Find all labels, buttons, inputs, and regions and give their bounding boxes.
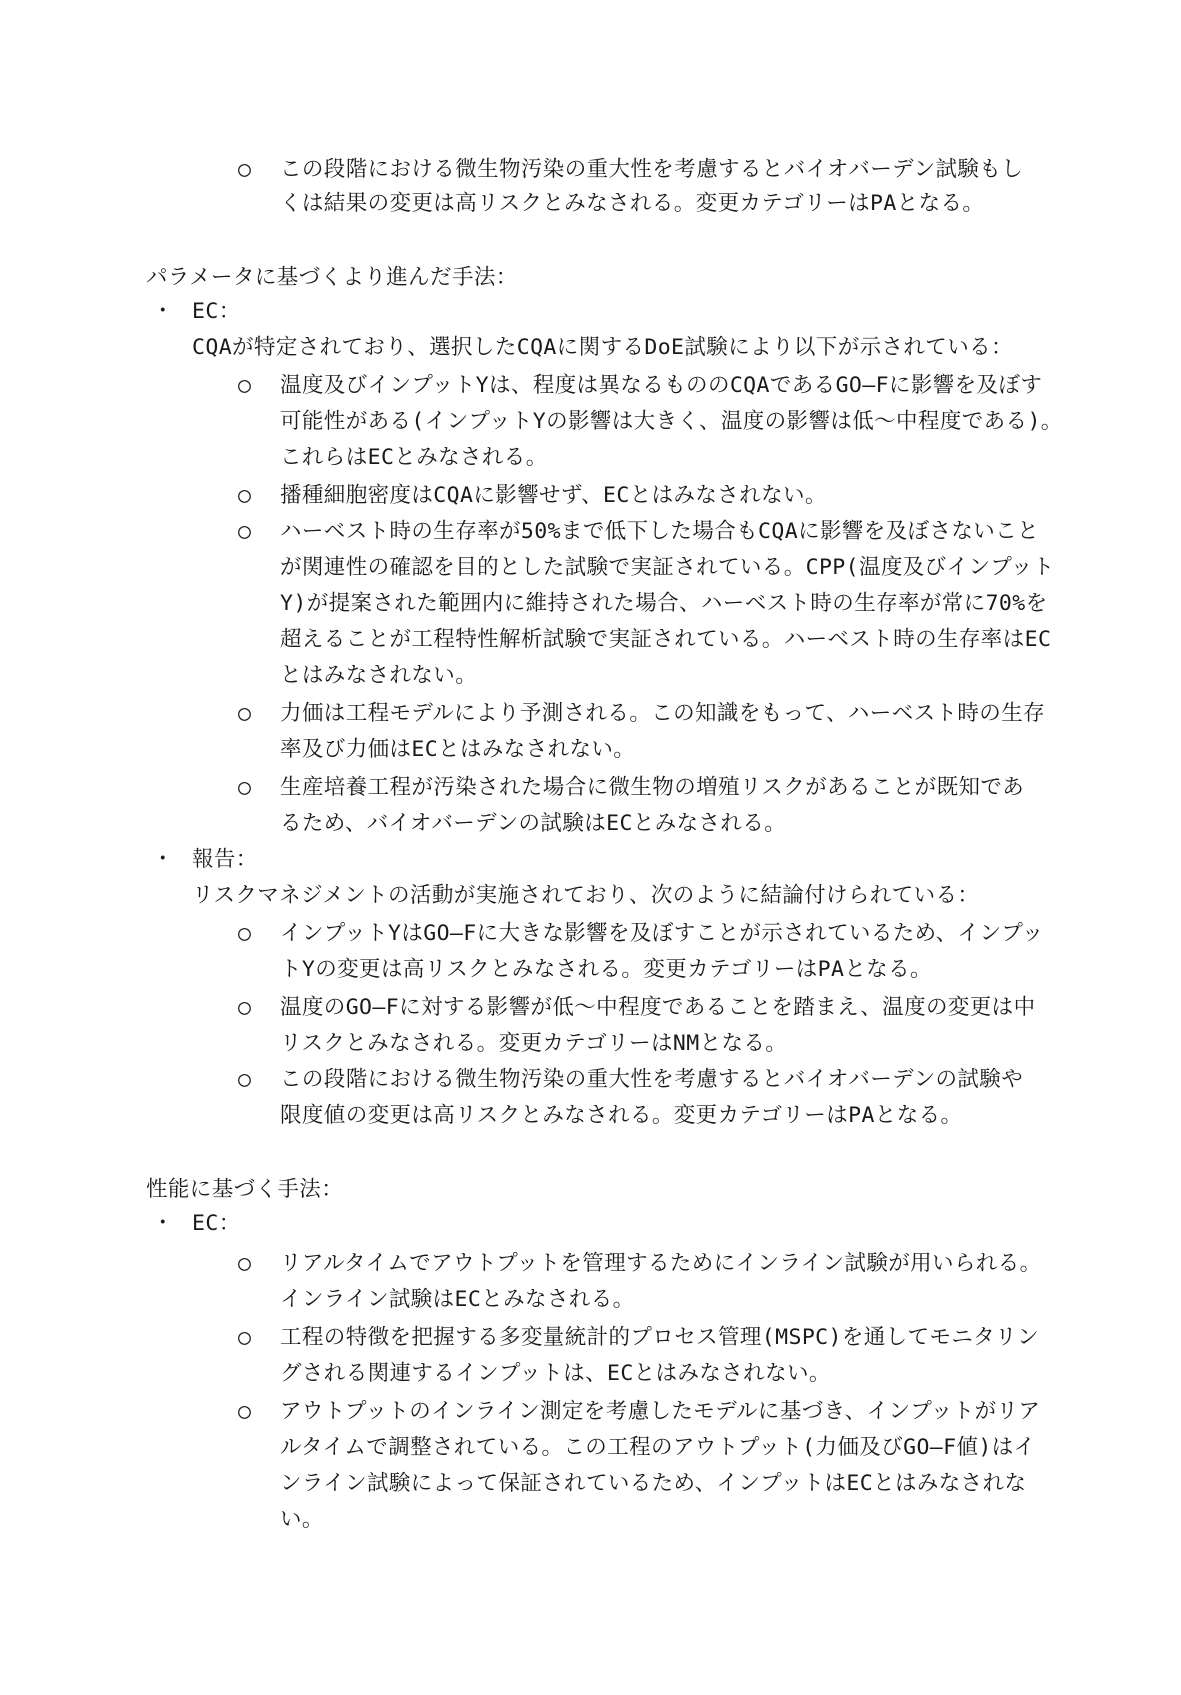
intro-item-line-1: この段階における微生物汚染の重大性を考慮するとバイオバーデン試験もし: [280, 157, 1024, 182]
circle-bullet-icon: ○: [238, 1399, 251, 1424]
ec-item-4-line-1: 力価は工程モデルにより予測される。この知識をもって、ハーベスト時の生存: [280, 701, 1045, 726]
perf-item-2-line-2: グされる関連するインプットは、ECとはみなされない。: [280, 1361, 831, 1386]
circle-bullet-icon: ○: [238, 1325, 251, 1350]
report-label: 報告：: [192, 847, 258, 872]
report-item-3-line-2: 限度値の変更は高リスクとみなされる。変更カテゴリーはPAとなる。: [280, 1103, 963, 1128]
perf-item-1-line-1: リアルタイムでアウトプットを管理するためにインライン試験が用いられる。: [280, 1251, 1042, 1276]
dot-bullet-icon: ・: [152, 1211, 174, 1236]
circle-bullet-icon: ○: [238, 519, 251, 544]
ec-item-1-line-2: 可能性がある(インプットYの影響は大きく、温度の影響は低～中程度である)。: [280, 409, 1063, 434]
ec-item-3-line-2: が関連性の確認を目的とした試験で実証されている。CPP(温度及びインプット: [280, 555, 1055, 580]
report-lead-text: リスクマネジメントの活動が実施されており、次のように結論付けられている：: [192, 883, 980, 908]
dot-bullet-icon: ・: [152, 847, 174, 872]
dot-bullet-icon: ・: [152, 299, 174, 324]
report-item-1-line-1: インプットYはGO—Fに大きな影響を及ぼすことが示されているため、インプッ: [280, 921, 1044, 946]
ec-item-1-line-3: これらはECとみなされる。: [280, 445, 548, 470]
perf-item-3-line-4: い。: [280, 1507, 324, 1532]
report-item-2-line-2: リスクとみなされる。変更カテゴリーはNMとなる。: [280, 1031, 788, 1056]
report-item-2-line-1: 温度のGO—Fに対する影響が低～中程度であることを踏まえ、温度の変更は中: [280, 995, 1036, 1020]
intro-item-line-2: くは結果の変更は高リスクとみなされる。変更カテゴリーはPAとなる。: [280, 191, 985, 216]
report-item-1-line-2: トYの変更は高リスクとみなされる。変更カテゴリーはPAとなる。: [280, 957, 932, 982]
circle-bullet-icon: ○: [238, 373, 251, 398]
ec-item-3-line-5: とはみなされない。: [280, 663, 478, 688]
ec-item-3-line-4: 超えることが工程特性解析試験で実証されている。ハーベスト時の生存率はEC: [280, 627, 1052, 652]
ec-item-4-line-2: 率及び力価はECとはみなされない。: [280, 737, 636, 762]
ec-item-1-line-1: 温度及びインプットYは、程度は異なるもののCQAであるGO—Fに影響を及ぼす: [280, 373, 1043, 398]
ec-item-5-line-1: 生産培養工程が汚染された場合に微生物の増殖リスクがあることが既知であ: [280, 775, 1025, 800]
circle-bullet-icon: ○: [238, 1251, 251, 1276]
perf-item-3-line-1: アウトプットのインライン測定を考慮したモデルに基づき、インプットがリア: [280, 1399, 1041, 1424]
ec-lead-text: CQAが特定されており、選択したCQAに関するDoE試験により以下が示されている：: [192, 335, 1013, 360]
ec-item-5-line-2: るため、バイオバーデンの試験はECとみなされる。: [280, 811, 787, 836]
ec-label: EC：: [192, 299, 241, 324]
circle-bullet-icon: ○: [238, 921, 251, 946]
section-heading-parameter: パラメータに基づくより進んだ手法：: [146, 265, 518, 290]
perf-item-3-line-2: ルタイムで調整されている。この工程のアウトプット(力価及びGO—F値)はイ: [280, 1435, 1036, 1460]
circle-bullet-icon: ○: [238, 701, 251, 726]
perf-item-1-line-2: インライン試験はECとみなされる。: [280, 1287, 635, 1312]
ec-item-3-line-1: ハーベスト時の生存率が50%まで低下した場合もCQAに影響を及ぼさないこと: [280, 519, 1039, 544]
section-heading-performance: 性能に基づく手法：: [146, 1177, 344, 1202]
perf-ec-label: EC：: [192, 1211, 241, 1236]
ec-item-2-line-1: 播種細胞密度はCQAに影響せず、ECとはみなされない。: [280, 483, 827, 508]
circle-bullet-icon: ○: [238, 775, 251, 800]
report-item-3-line-1: この段階における微生物汚染の重大性を考慮するとバイオバーデンの試験や: [280, 1067, 1024, 1092]
circle-bullet-icon: ○: [238, 483, 251, 508]
circle-bullet-icon: ○: [238, 157, 251, 182]
ec-item-3-line-3: Y)が提案された範囲内に維持された場合、ハーベスト時の生存率が常に70%を: [280, 591, 1048, 616]
perf-item-2-line-1: 工程の特徴を把握する多変量統計的プロセス管理(MSPC)を通してモニタリン: [280, 1325, 1039, 1350]
perf-item-3-line-3: ンライン試験によって保証されているため、インプットはECとはみなされな: [280, 1471, 1027, 1496]
circle-bullet-icon: ○: [238, 1067, 251, 1092]
circle-bullet-icon: ○: [238, 995, 251, 1020]
